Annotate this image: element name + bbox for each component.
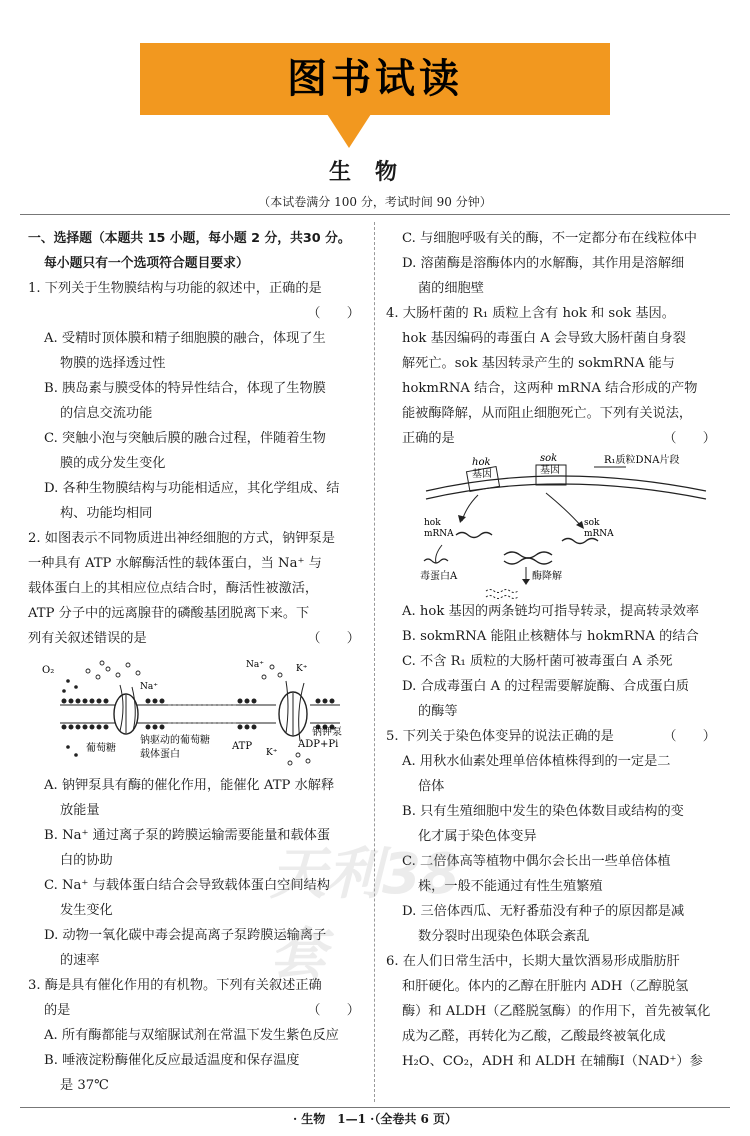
q2-option-d-cont: 的速率 (60, 953, 100, 968)
question-4-stem-line: hokmRNA 结合，这两种 mRNA 结合形成的产物 (402, 381, 698, 396)
q2-option-b-cont: 白的协助 (60, 853, 113, 868)
k-label: K⁺ (296, 664, 308, 674)
banner-title: 图书试读 (287, 56, 463, 102)
q5-option-b: B. 只有生殖细胞中发生的染色体数目或结构的变 (402, 804, 684, 819)
q1-option-d: D. 各种生物膜结构与功能相适应，其化学组成、结 (44, 481, 340, 496)
hok-gene-label: hok (472, 457, 491, 468)
question-2-stem-end: 列有关叙述错误的是 (28, 631, 147, 646)
banner-pointer (327, 114, 371, 148)
o2-label: O₂ (42, 665, 55, 676)
question-3-stem-tail: 的是 (44, 1003, 71, 1018)
exam-info: （本试卷满分 100 分，考试时间 90 分钟） (258, 195, 492, 209)
glucose-label: 葡萄糖 (86, 743, 116, 754)
question-3-stem: 3. 酶是具有催化作用的有机物。下列有关叙述正确 (28, 978, 322, 993)
glucose-carrier-label: 钠驱动的葡萄糖 (140, 735, 210, 746)
q4-option-d-cont: 的酶等 (418, 704, 458, 719)
question-6-stem-line: H₂O、CO₂，ADH 和 ALDH 在辅酶Ⅰ（NAD⁺）参 (402, 1054, 703, 1069)
sok-mrna-label: mRNA (584, 529, 614, 539)
q2-option-c-cont: 发生变化 (60, 903, 113, 918)
answer-paren: （ ） (307, 306, 360, 321)
gene-label: 基因 (472, 469, 492, 480)
carrier-protein-label: 载体蛋白 (140, 749, 180, 760)
sok-gene-label: sok (540, 453, 558, 464)
enzyme-degradation-label: 酶降解 (532, 571, 562, 582)
plasmid-diagram (386, 451, 722, 599)
q3-option-b-cont: 是 37℃ (60, 1078, 109, 1093)
na-label: Na⁺ (246, 660, 264, 670)
question-3-stem-end (28, 998, 366, 1023)
question-4-stem-line: 能被酶降解，从而阻止细胞死亡。下列有关说法， (402, 406, 693, 421)
na-label: Na⁺ (140, 682, 158, 692)
q1-option-a: A. 受精时顶体膜和精子细胞膜的融合，体现了生 (44, 331, 326, 346)
q5-option-a: A. 用秋水仙素处理单倍体植株得到的一定是二 (402, 754, 671, 769)
hok-mrna-label: mRNA (424, 529, 454, 539)
question-4-stem-line: 解死亡。sok 基因转录产生的 sokmRNA 能与 (402, 356, 675, 371)
q3-option-a: A. 所有酶都能与双缩脲试剂在常温下发生紫色反应 (44, 1028, 339, 1043)
section-heading-cont: 每小题只有一个选项符合题目要求） (44, 256, 249, 271)
question-6-stem-line: 酶）和 ALDH（乙醛脱氢酶）的作用下，首先被氧化 (402, 1004, 711, 1019)
membrane-transport-diagram (28, 651, 366, 773)
question-2-stem-line: ATP 分子中的远离腺苷的磷酸基团脱离下来。下 (28, 606, 310, 621)
q2-option-c: C. Na⁺ 与载体蛋白结合会导致载体蛋白空间结构 (44, 878, 330, 893)
q5-option-d: D. 三倍体西瓜、无籽番茄没有种子的原因都是减 (402, 904, 685, 919)
question-6-stem: 6. 在人们日常生活中，长期大量饮酒易形成脂肪肝 (386, 954, 680, 969)
answer-paren: （ ） (663, 431, 716, 446)
left-column (28, 226, 366, 1098)
footer-rule (20, 1107, 730, 1108)
page-footer: · 生物 1—1 ·（全卷共 6 页） (292, 1112, 458, 1126)
sok-mrna-label: sok (584, 518, 600, 528)
question-2-stem: 2. 如图表示不同物质进出神经细胞的方式，钠钾泵是 (28, 531, 335, 546)
answer-paren: （ ） (307, 1003, 360, 1018)
question-4-stem-line: hok 基因编码的毒蛋白 A 会导致大肠杆菌自身裂 (402, 331, 686, 346)
section-heading: 一、选择题（本题共 15 小题，每小题 2 分，共30 分。 (28, 231, 351, 246)
membrane-transport-figure (28, 651, 366, 773)
pump-label: 钠钾泵 (312, 727, 342, 738)
q2-option-a-cont: 放能量 (60, 803, 100, 818)
question-6-stem-line: 成为乙醛，再转化为乙酸，乙酸最终被氧化成 (402, 1029, 666, 1044)
hok-mrna-label: hok (424, 518, 441, 528)
column-divider (374, 222, 375, 1102)
q1-option-c: C. 突触小泡与突触后膜的融合过程，伴随着生物 (44, 431, 326, 446)
q3-option-c: C. 与细胞呼吸有关的酶，不一定都分布在线粒体中 (402, 231, 697, 246)
question-2-stem-line: 载体蛋白上的其相应位点结合时，酶活性被激活， (28, 581, 319, 596)
question-1-stem: 1. 下列关于生物膜结构与功能的叙述中，正确的是 (28, 281, 322, 296)
q1-option-b: B. 胰岛素与膜受体的特异性结合，体现了生物膜 (44, 381, 326, 396)
q4-option-d: D. 合成毒蛋白 A 的过程需要解旋酶、合成蛋白质 (402, 679, 689, 694)
publisher-watermark: 天利38套 (270, 842, 460, 987)
question-6-stem-line: 和肝硬化。体内的乙醇在肝脏内 ADH（乙醇脱氢 (402, 979, 689, 994)
q3-option-b: B. 唾液淀粉酶催化反应最适温度和保存温度 (44, 1053, 300, 1068)
question-4-stem-end (386, 426, 722, 451)
answer-paren: （ ） (663, 729, 716, 744)
q5-option-a-cont: 倍体 (418, 779, 445, 794)
answer-paren: （ ） (307, 631, 360, 646)
q3-option-d-cont: 菌的细胞壁 (418, 281, 484, 296)
question-5-stem-text: 5. 下列关于染色体变异的说法正确的是 (386, 729, 614, 744)
k-label: K⁺ (266, 748, 278, 758)
q3-option-d: D. 溶菌酶是溶酶体内的水解酶，其作用是溶解细 (402, 256, 685, 271)
q5-option-b-cont: 化才属于染色体变异 (418, 829, 537, 844)
q1-option-c-cont: 膜的成分发生变化 (60, 456, 166, 471)
atp-label: ATP (232, 741, 253, 752)
right-column (386, 226, 722, 1074)
q2-option-a: A. 钠钾泵具有酶的催化作用，能催化 ATP 水解释 (44, 778, 335, 793)
q4-option-c: C. 不含 R₁ 质粒的大肠杆菌可被毒蛋白 A 杀死 (402, 654, 673, 669)
question-2-stem-line (28, 626, 366, 651)
gene-label: 基因 (540, 465, 560, 476)
q2-option-d: D. 动物一氧化碳中毒会提高离子泵跨膜运输离子 (44, 928, 327, 943)
q4-option-a: A. hok 基因的两条链均可指导转录，提高转录效率 (402, 604, 700, 619)
question-1-answer-blank (28, 301, 366, 326)
q1-option-a-cont: 物膜的选择透过性 (60, 356, 166, 371)
question-4-stem: 4. 大肠杆菌的 R₁ 质粒上含有 hok 和 sok 基因。 (386, 306, 675, 321)
question-5-stem (386, 724, 722, 749)
q5-option-c: C. 二倍体高等植物中偶尔会长出一些单倍体植 (402, 854, 671, 869)
q5-option-d-cont: 数分裂时出现染色体联会紊乱 (418, 929, 590, 944)
q5-option-c-cont: 株，一般不能通过有性生殖繁殖 (418, 879, 603, 894)
adp-label: ADP+Pi (298, 739, 339, 750)
q1-option-b-cont: 的信息交流功能 (60, 406, 153, 421)
q4-option-b: B. sokmRNA 能阻止核糖体与 hokmRNA 的结合 (402, 629, 699, 644)
plasmid-label: R₁质粒DNA片段 (604, 455, 680, 466)
plasmid-figure (386, 451, 722, 599)
toxin-label: 毒蛋白A (420, 571, 458, 582)
q1-option-d-cont: 构、功能均相同 (60, 506, 153, 521)
q2-option-b: B. Na⁺ 通过离子泵的跨膜运输需要能量和载体蛋 (44, 828, 331, 843)
header-rule (20, 214, 730, 215)
question-2-stem-line: 一种具有 ATP 水解酶活性的载体蛋白，当 Na⁺ 与 (28, 556, 322, 571)
subject-title: 生物 (328, 159, 421, 185)
question-4-stem-tail: 正确的是 (402, 431, 455, 446)
